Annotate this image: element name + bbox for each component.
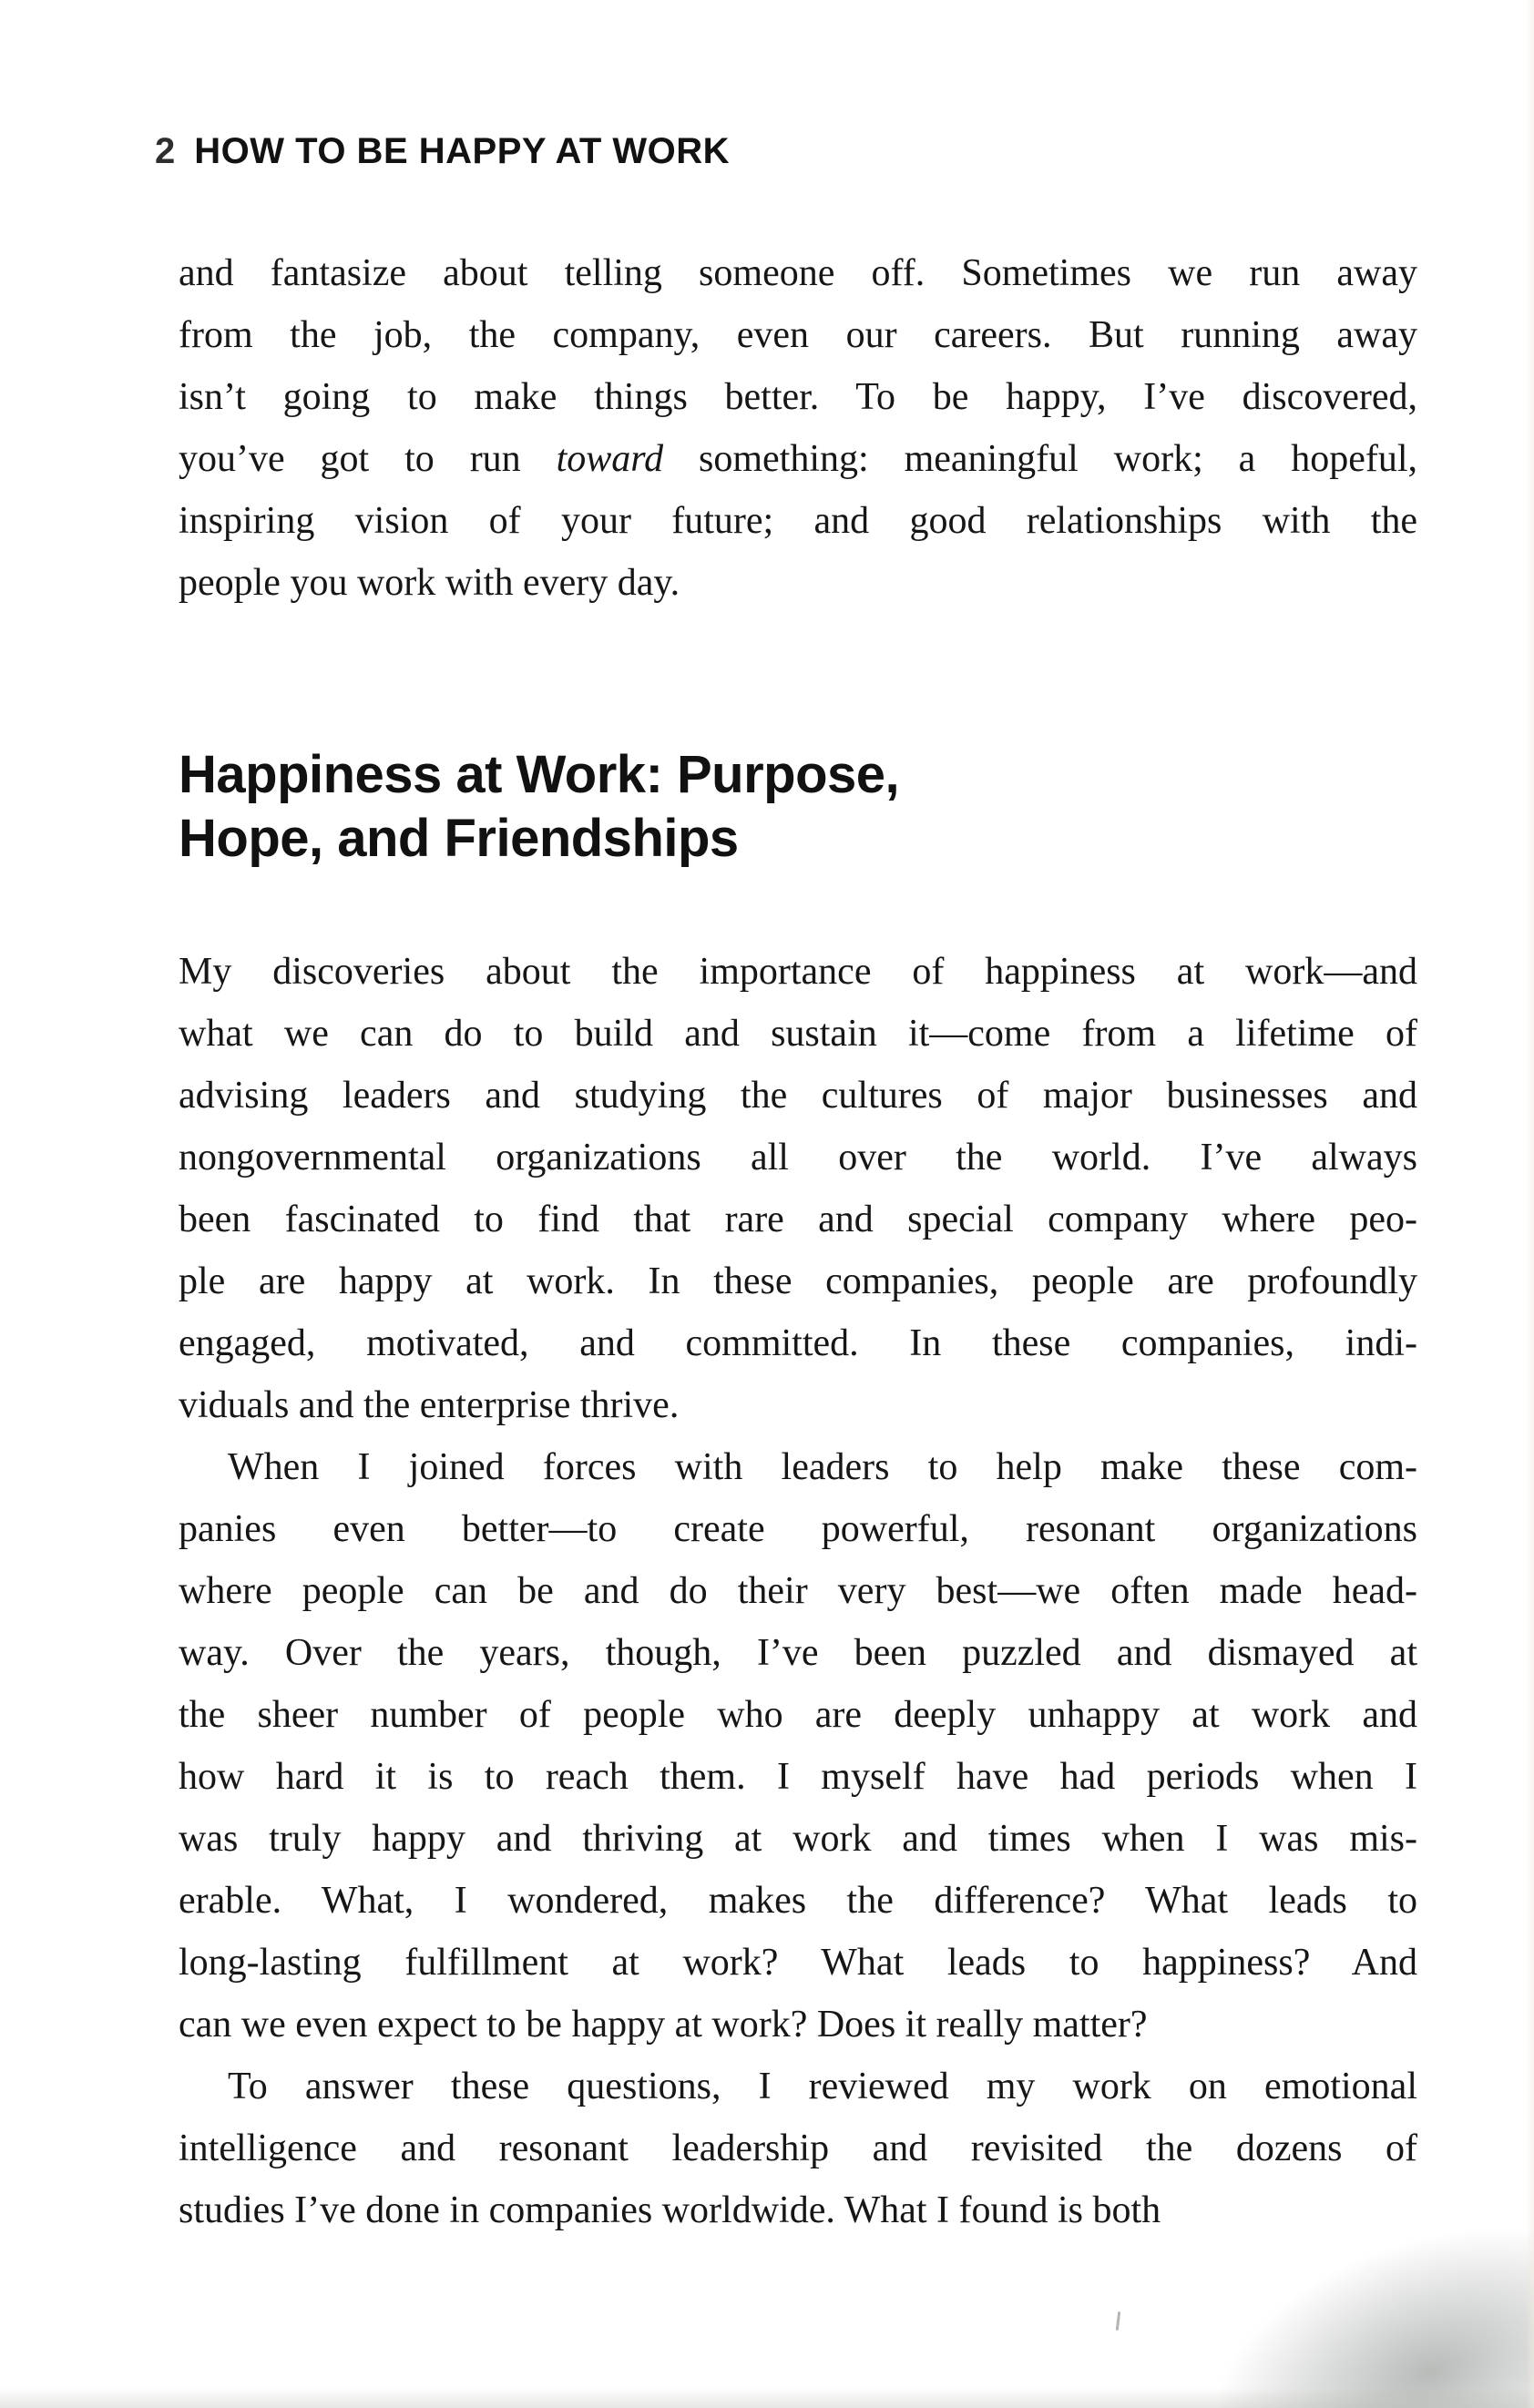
text-column [179,242,1417,2241]
text-line: people you work with every day. [179,562,680,604]
text-line: engaged, motivated, and committed. In these companies, indi- [179,1322,1417,1364]
text-line: what we can do to build and sustain it—come from a lifetime of [179,1013,1417,1055]
text-line: studies I’ve done in companies worldwide. What I found is both [179,2189,1161,2231]
text-line: the sheer number of people who are deeply unhappy at work and [179,1694,1417,1736]
text-line: was truly happy and thriving at work and times when I was mis- [179,1818,1417,1860]
text-line: way. Over the years, though, I’ve been puzzled and dismayed at [179,1632,1417,1674]
text-line: can we even expect to be happy at work? Does it really matter? [179,2004,1148,2046]
text-line: nongovernmental organizations all over the world. I’ve always [179,1137,1417,1178]
text-line: you’ve got to run toward something: meaningful work; a hopeful, [179,438,1417,480]
text-line: from the job, the company, even our careers. But running away [179,314,1417,356]
paragraph [179,2056,1417,2241]
page-header [155,131,730,172]
text-line: panies even better—to create powerful, resonant organizations [179,1508,1417,1550]
text-line: ple are happy at work. In these companies, people are profoundly [179,1260,1417,1302]
text-line: My discoveries about the importance of happiness at work—and [179,951,1417,993]
right-edge-tint [1526,0,1534,2408]
text-line: how hard it is to reach them. I myself have had periods when I [179,1756,1417,1798]
paragraph [179,242,1417,614]
section-heading [179,743,1417,871]
text-line: When I joined forces with leaders to help make these com- [228,1446,1417,1488]
section-heading-line-2: Hope, and Friendships [179,809,739,868]
text-line: To answer these questions, I reviewed my work on emotional [228,2066,1417,2107]
section-heading-line-1: Happiness at Work: Purpose, [179,745,900,804]
text-line: inspiring vision of your future; and good relationships with the [179,500,1417,542]
text-line: and fantasize about telling someone off. Sometimes we run away [179,252,1417,294]
paragraph [179,941,1417,1436]
text-line: advising leaders and studying the cultures of major businesses and [179,1075,1417,1117]
text-line: been fascinated to find that rare and special company where peo- [179,1199,1417,1240]
bottom-edge-shadow [0,2388,1534,2408]
text-line: where people can be and do their very best—we often made head- [179,1570,1417,1612]
text-line: isn’t going to make things better. To be happy, I’ve discovered, [179,376,1417,418]
text-line: erable. What, I wondered, makes the difference? What leads to [179,1880,1417,1922]
paragraph [179,1436,1417,2056]
text-line: viduals and the enterprise thrive. [179,1384,680,1426]
page-number: 2 [155,131,176,171]
text-line: long-lasting fulfillment at work? What leads to happiness? And [179,1942,1417,1984]
text-line: intelligence and resonant leadership and revisited the dozens of [179,2127,1417,2169]
scan-speck [1116,2311,1121,2331]
running-head: HOW TO BE HAPPY AT WORK [194,131,731,171]
